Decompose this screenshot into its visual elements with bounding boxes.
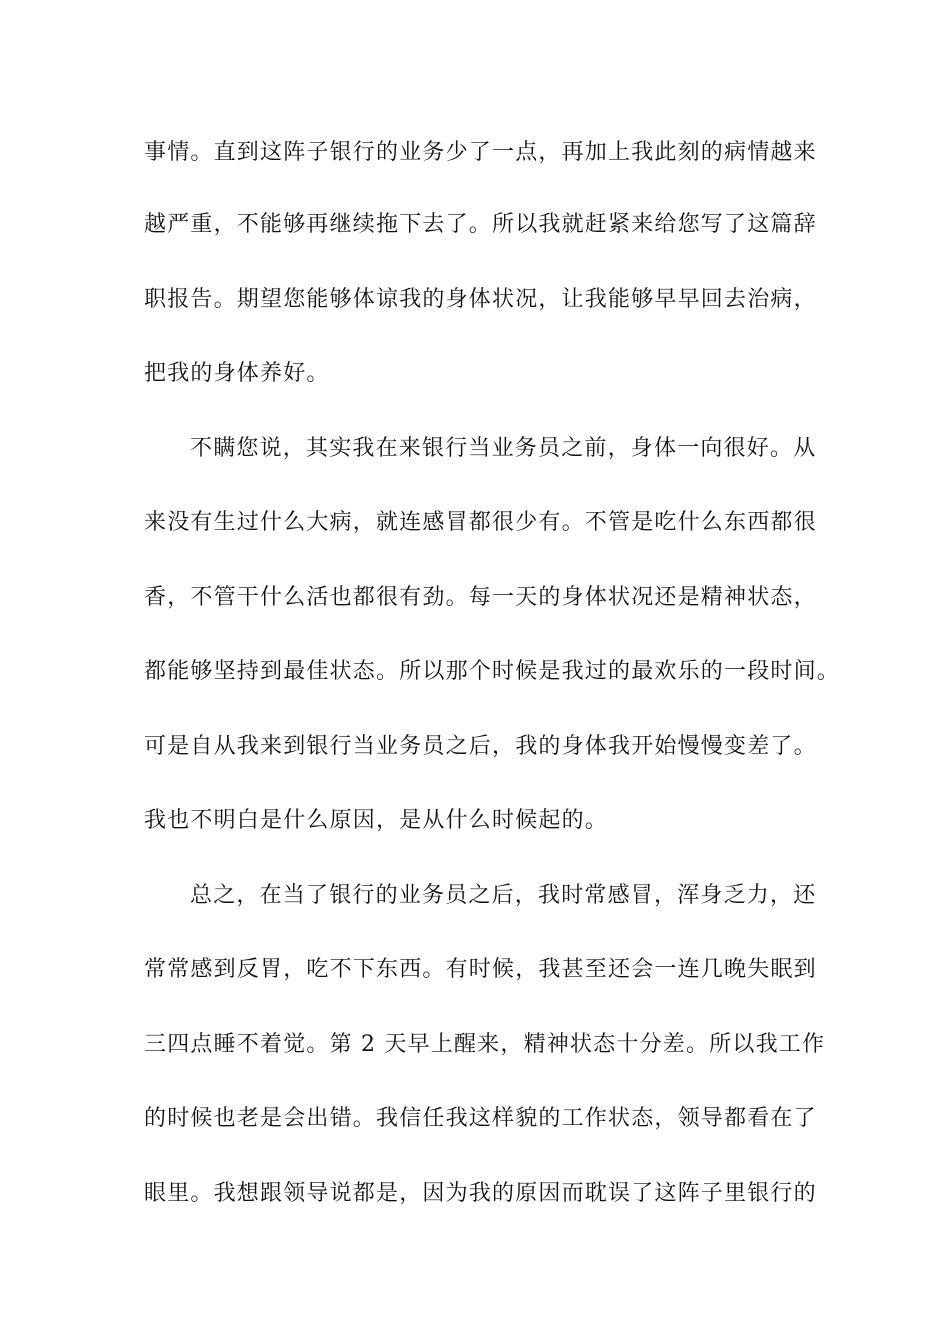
text-line: 事情。直到这阵子银行的业务少了一点，再加上我此刻的病情越来	[144, 140, 817, 165]
paragraph-first-line: 总之，在当了银行的业务员之后，我时常感冒，浑身乏力，还	[190, 883, 817, 908]
paragraph-first-line: 不瞒您说，其实我在来银行当业务员之前，身体一向很好。从	[190, 436, 817, 461]
text-line: 都能够坚持到最佳状态。所以那个时候是我过的最欢乐的一段时间。	[144, 659, 841, 684]
text-line: 常常感到反胃，吃不下东西。有时候，我甚至还会一连几晚失眠到	[144, 957, 817, 982]
text-line: 职报告。期望您能够体谅我的身体状况，让我能够早早回去治病，	[144, 287, 817, 312]
text-line: 可是自从我来到银行当业务员之后，我的身体我开始慢慢变差了。	[144, 734, 817, 759]
text-line: 把我的身体养好。	[144, 361, 330, 386]
text-line: 越严重，不能够再继续拖下去了。所以我就赶紧来给您写了这篇辞	[144, 212, 817, 237]
text-line: 眼里。我想跟领导说都是，因为我的原因而耽误了这阵子里银行的	[144, 1181, 817, 1206]
text-line: 三四点睡不着觉。第 2 天早上醒来，精神状态十分差。所以我工作	[144, 1032, 826, 1057]
text-line: 我也不明白是什么原因，是从什么时候起的。	[144, 808, 609, 833]
text-line: 香，不管干什么活也都很有劲。每一天的身体状况还是精神状态，	[144, 585, 817, 610]
text-line: 的时候也老是会出错。我信任我这样貌的工作状态，领导都看在了	[144, 1106, 817, 1131]
text-line: 来没有生过什么大病，就连感冒都很少有。不管是吃什么东西都很	[144, 510, 817, 535]
